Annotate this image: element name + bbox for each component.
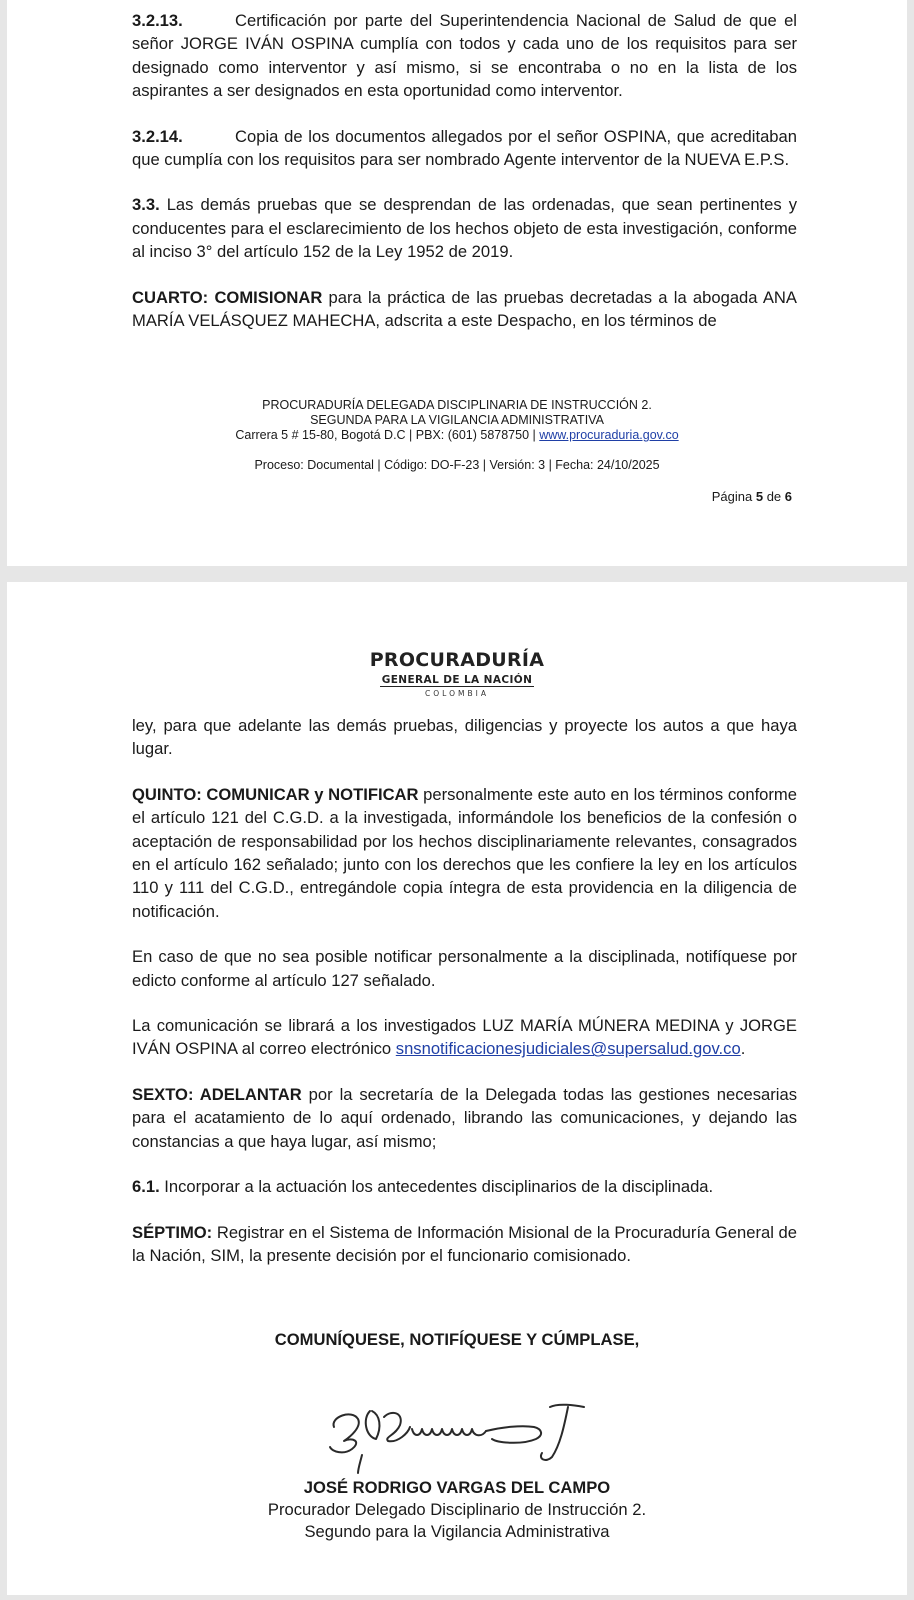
signer-name: JOSÉ RODRIGO VARGAS DEL CAMPO	[303, 1478, 611, 1497]
page-number: Página 5 de 6	[711, 489, 792, 504]
item-text: Copia de los documentos allegados por el señor OSPINA, que acreditaban que cumplía con los requisitos para ser nombrado Agente interventor de la NUEVA E.P.S.	[132, 126, 797, 170]
item-3-2-14	[132, 125, 797, 172]
signer-title-1: Procurador Delegado Disciplinario de Instrucción 2.	[267, 1500, 647, 1519]
document-page-5	[7, 0, 907, 566]
closing-formula: COMUNÍQUESE, NOTIFÍQUESE Y CÚMPLASE,	[274, 1330, 640, 1349]
edicto-paragraph: En caso de que no sea posible notificar personalmente a la disciplinada, notifíquese por edicto conforme al artículo 127 señalado.	[132, 947, 797, 990]
item-number: 3.2.13.	[132, 11, 183, 30]
continuation-paragraph: ley, para que adelante las demás pruebas, diligencias y proyecte los autos a que haya lugar.	[132, 716, 797, 759]
footer-address: Carrera 5 # 15-80, Bogotá D.C | PBX: (601) 5878750 | www.procuraduria.gov.co	[235, 428, 679, 442]
comunicacion-paragraph: La comunicación se librará a los investigados LUZ MARÍA MÚNERA MEDINA y JORGE IVÁN OSPINA al correo electrónico snsnotificacionesjudiciales@supersalud.gov.co.	[132, 1016, 797, 1059]
item-text: Las demás pruebas que se desprendan de las ordenadas, que sean pertinentes y conducentes para el esclarecimiento de los hechos objeto de esta investigación, conforme al inciso 3° del artículo 152 de la Ley 1952 de 2019.	[132, 195, 797, 262]
logo-line-2: GENERAL DE LA NACIÓN	[381, 674, 533, 686]
page6-body	[132, 714, 797, 1267]
sexto-label: SEXTO: ADELANTAR	[132, 1084, 302, 1104]
item-3-2-13	[132, 9, 797, 103]
item-6-1	[132, 1175, 797, 1198]
sexto-paragraph	[132, 1083, 797, 1153]
document-page-6	[7, 582, 907, 1595]
page5-body	[132, 9, 797, 332]
septimo-text: Registrar en el Sistema de Información Misional de la Procuraduría General de la Nación, SIM, la presente decisión por el funcionario comisionado.	[132, 1222, 797, 1265]
handwritten-signature	[322, 1397, 612, 1477]
footer-office: PROCURADURÍA DELEGADA DISCIPLINARIA DE INSTRUCCIÓN 2.	[262, 398, 652, 412]
item-text: Certificación por parte del Superintendencia Nacional de Salud de que el señor JORGE IVÁN OSPINA cumplía con todos y cada uno de los requisitos para ser designado como interventor y así mismo, si se encontraba o no en la lista de los aspirantes a ser designados en esta oportunidad como interventor.	[132, 11, 797, 101]
septimo-paragraph	[132, 1221, 797, 1268]
item-number: 3.3.	[132, 195, 160, 215]
quinto-label: QUINTO: COMUNICAR y NOTIFICAR	[132, 784, 419, 804]
cuarto-text: para la práctica de las pruebas decretadas a la abogada ANA MARÍA VELÁSQUEZ MAHECHA, adscrita a este Despacho, en los términos de	[132, 287, 797, 331]
item-number: 3.2.14.	[132, 126, 183, 146]
cuarto-paragraph	[132, 286, 797, 333]
item-text: Incorporar a la actuación los antecedentes disciplinarios de la disciplinada.	[159, 1177, 714, 1197]
item-3-3	[132, 193, 797, 263]
signer-title-2: Segundo para la Vigilancia Administrativa	[304, 1522, 610, 1541]
item-number: 6.1.	[132, 1177, 160, 1197]
website-link[interactable]: www.procuraduria.gov.co	[539, 428, 679, 442]
signer-block	[7, 1477, 907, 1543]
quinto-text: personalmente este auto en los términos conforme el artículo 121 del C.G.D. a la investigada, informándole los beneficios de la confesión o aceptación de responsabilidad por los hechos disciplinariamente relevantes, consagrados en el artículo 162 señalado; junto con los derechos que les confiere la ley en los artículos 110 y 111 del C.G.D., entregándole copia íntegra de esta providencia en la diligencia de notificación.	[132, 784, 797, 921]
logo-line-3: COLOMBIA	[425, 689, 489, 698]
email-link[interactable]: snsnotificacionesjudiciales@supersalud.gov.co	[395, 1039, 741, 1059]
footer-subtitle: SEGUNDA PARA LA VIGILANCIA ADMINISTRATIVA	[310, 413, 604, 427]
procuraduria-logo	[7, 650, 907, 699]
footer-process-info: Proceso: Documental | Código: DO-F-23 | Versión: 3 | Fecha: 24/10/2025	[254, 458, 660, 472]
septimo-label: SÉPTIMO:	[132, 1222, 213, 1242]
page-footer	[7, 398, 907, 473]
logo-line-1: PROCURADURÍA	[369, 649, 545, 671]
sexto-text: por la secretaría de la Delegada todas las gestiones necesarias para el acatamiento de lo aquí ordenado, librando las comunicaciones, y dejando las constancias a que haya lugar, así mismo;	[132, 1084, 797, 1151]
cuarto-label: CUARTO: COMISIONAR	[132, 287, 323, 307]
quinto-paragraph	[132, 783, 797, 923]
